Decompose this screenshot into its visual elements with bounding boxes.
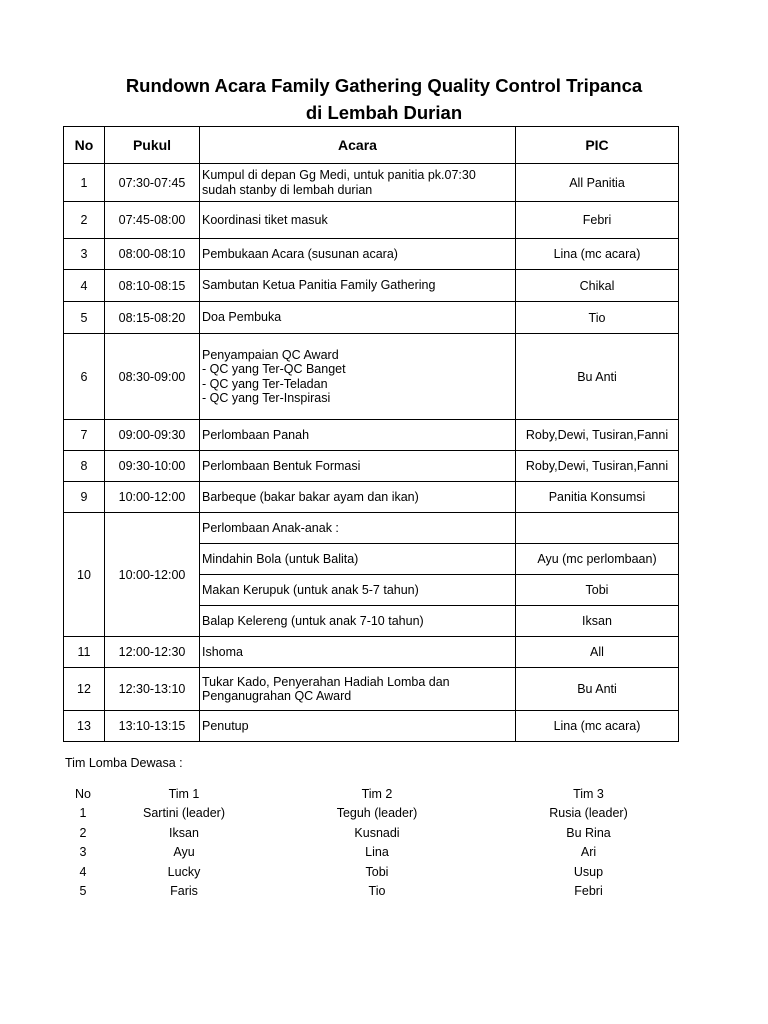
rundown-body [64,164,679,742]
acara-line: - QC yang Ter-Inspirasi [202,391,331,405]
tim-cell: Tobi [365,864,389,879]
no-cell: 4 [64,270,105,302]
tim-cell: Bu Rina [566,825,611,840]
tim-header-cell: Tim 3 [573,786,604,801]
tim-cell: Usup [573,864,604,879]
acara-line: - QC yang Ter-Teladan [202,376,328,391]
pic-cell: Lina (mc acara) [516,711,679,742]
table-row [64,711,679,742]
tim-header-cell: Tim 2 [361,786,393,801]
pic-cell: Chikal [516,270,679,302]
tim-cell: Sartini (leader) [143,806,225,821]
pukul-cell: 13:10-13:15 [105,711,200,742]
acara-line: Tukar Kado, Penyerahan Hadiah Lomba dan [202,674,450,689]
tim-row [62,882,687,902]
header-pic: PIC [516,127,679,164]
pic-cell: Lina (mc acara) [516,239,679,270]
pukul-cell: 08:10-08:15 [105,270,200,302]
no-cell: 13 [64,711,105,742]
table-row [64,302,679,334]
no-cell: 12 [64,668,105,711]
no-cell: 11 [64,637,105,668]
title-line-1: Rundown Acara Family Gathering Quality Control Tripanca [125,75,643,96]
acara-cell [200,302,516,334]
no-cell: 9 [64,482,105,513]
acara-line: Perlombaan Panah [202,427,310,442]
pukul-cell: 10:00-12:00 [105,513,200,637]
header-acara: Acara [200,127,516,164]
acara-line: Kumpul di depan Gg Medi, untuk panitia pk.07:30 [202,168,476,182]
tim-lomba-label: Tim Lomba Dewasa : [65,756,183,770]
tim-cell: 1 [79,806,87,821]
acara-cell [200,270,516,302]
acara-line: Penutup [202,718,249,733]
pukul-cell: 08:15-08:20 [105,302,200,334]
acara-line: Sambutan Ketua Panitia Family Gathering [202,278,436,293]
tim-cell: Lina [365,845,389,860]
header-no: No [64,127,105,164]
pic-cell: Panitia Konsumsi [516,482,679,513]
tim-header-cell: No [75,786,91,801]
pic-cell: Iksan [516,606,679,637]
tim-cell: 4 [79,864,87,879]
tim-cell: Lucky [167,864,201,879]
no-cell: 7 [64,420,105,451]
tim-row [62,823,687,843]
tim-cell: Tio [368,884,386,899]
acara-line: - QC yang Ter-QC Banget [202,362,346,376]
pic-cell: Bu Anti [516,334,679,420]
acara-cell [200,451,516,482]
tim-cell: Febri [574,884,603,899]
acara-line: Penyampaian QC Award [202,347,339,362]
no-cell: 10 [64,513,105,637]
table-row [64,637,679,668]
acara-line: Perlombaan Bentuk Formasi [202,458,361,473]
tim-row [62,862,687,882]
table-row [64,513,679,544]
tim-cell: Teguh (leader) [336,806,418,821]
pic-cell: Bu Anti [516,668,679,711]
tim-header-cell: Tim 1 [168,786,200,801]
tim-cell: Rusia (leader) [549,806,628,821]
acara-cell [200,239,516,270]
acara-cell: Perlombaan Anak-anak : [200,513,516,544]
pic-cell: Febri [516,202,679,239]
acara-cell [200,334,516,420]
pukul-cell: 09:30-10:00 [105,451,200,482]
acara-cell: Makan Kerupuk (untuk anak 5-7 tahun) [200,575,516,606]
tim-lomba-table [62,784,687,901]
tim-cell: Iksan [169,825,199,840]
pukul-cell: 08:00-08:10 [105,239,200,270]
pic-cell [516,513,679,544]
title-line-2: di Lembah Durian [305,102,463,123]
acara-cell [200,668,516,711]
table-row [64,482,679,513]
tim-header-row [62,784,687,804]
tim-cell: Ayu [173,845,195,860]
document-title [0,72,768,126]
table-row [64,202,679,239]
acara-line: Pembukaan Acara (susunan acara) [202,246,398,261]
pukul-cell: 10:00-12:00 [105,482,200,513]
acara-cell: Mindahin Bola (untuk Balita) [200,544,516,575]
table-row [64,420,679,451]
table-row [64,239,679,270]
acara-cell [200,637,516,668]
tim-cell: 3 [79,845,87,860]
pukul-cell: 07:45-08:00 [105,202,200,239]
acara-cell [200,202,516,239]
no-cell: 8 [64,451,105,482]
table-row [64,451,679,482]
acara-line: Ishoma [202,644,243,659]
pukul-cell: 09:00-09:30 [105,420,200,451]
table-row [64,270,679,302]
no-cell: 3 [64,239,105,270]
tim-cell: Faris [170,884,198,899]
pic-cell: All Panitia [516,164,679,202]
header-pukul: Pukul [105,127,200,164]
acara-line: Doa Pembuka [202,310,282,325]
acara-cell [200,164,516,202]
pic-cell: Tobi [516,575,679,606]
tim-cell: Ari [580,845,597,860]
pic-cell: Ayu (mc perlombaan) [516,544,679,575]
no-cell: 2 [64,202,105,239]
pukul-cell: 07:30-07:45 [105,164,200,202]
acara-line: Koordinasi tiket masuk [202,212,328,227]
pic-cell: Roby,Dewi, Tusiran,Fanni [516,451,679,482]
acara-cell [200,711,516,742]
tim-cell: 5 [79,884,87,899]
tim-row [62,843,687,863]
pukul-cell: 08:30-09:00 [105,334,200,420]
pukul-cell: 12:30-13:10 [105,668,200,711]
acara-line: sudah stanby di lembah durian [202,182,373,197]
acara-cell [200,482,516,513]
no-cell: 1 [64,164,105,202]
pic-cell: All [516,637,679,668]
table-header-row [64,127,679,164]
acara-cell: Balap Kelereng (untuk anak 7-10 tahun) [200,606,516,637]
tim-lomba-body [62,784,687,901]
no-cell: 5 [64,302,105,334]
pic-cell: Roby,Dewi, Tusiran,Fanni [516,420,679,451]
acara-line: Penganugrahan QC Award [202,689,352,703]
pic-cell: Tio [516,302,679,334]
acara-line: Barbeque (bakar bakar ayam dan ikan) [202,489,419,504]
tim-cell: 2 [79,825,87,840]
table-row [64,164,679,202]
acara-cell [200,420,516,451]
rundown-table [63,126,679,742]
pukul-cell: 12:00-12:30 [105,637,200,668]
tim-row [62,804,687,824]
no-cell: 6 [64,334,105,420]
table-row [64,668,679,711]
tim-cell: Kusnadi [354,825,400,840]
table-row [64,334,679,420]
